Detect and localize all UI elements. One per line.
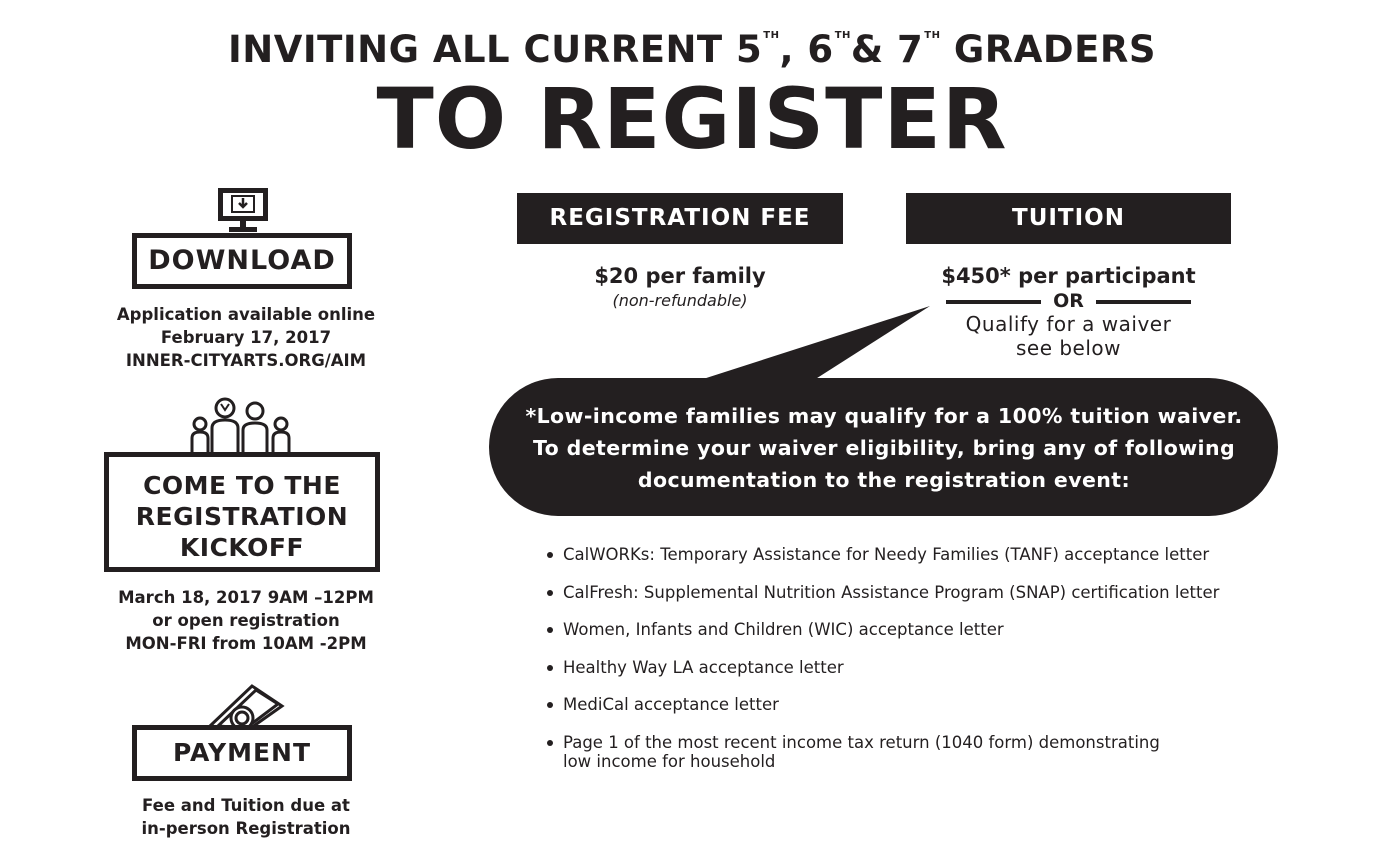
tuition-amount: $450* per participant — [941, 264, 1196, 288]
headline-text-part: , 6 — [779, 28, 834, 71]
bullet — [547, 665, 553, 671]
money-icon — [202, 682, 292, 730]
registration-fee-note: (non-refundable) — [612, 291, 748, 310]
payment-details — [96, 794, 396, 840]
bullet — [547, 590, 553, 596]
list-item — [545, 545, 1345, 564]
list-item — [545, 733, 1345, 771]
list-item-text: low income for household — [563, 751, 776, 771]
bubble-line: *Low-income families may qualify for a 100% tuition waiver. — [525, 404, 1243, 428]
bubble-line: To determine your waiver eligibility, bring any of following — [532, 436, 1236, 460]
waiver-line: Qualify for a waiver — [965, 312, 1172, 336]
bullet — [547, 552, 553, 558]
list-item-text: MediCal acceptance letter — [563, 695, 779, 714]
download-label: DOWNLOAD — [132, 233, 352, 289]
bullet — [547, 627, 553, 633]
kickoff-details — [96, 586, 396, 655]
download-url[interactable]: INNER-CITYARTS.ORG/AIM — [125, 351, 367, 370]
kickoff-hours: MON-FRI from 10AM -2PM — [125, 634, 367, 653]
payment-line: Fee and Tuition due at — [142, 796, 350, 815]
family-group-icon — [188, 396, 294, 454]
list-item-text: CalWORKs: Temporary Assistance for Needy Families (TANF) acceptance letter — [563, 545, 1210, 564]
kickoff-date: March 18, 2017 9AM –12PM — [118, 588, 374, 607]
list-item-text: Page 1 of the most recent income tax return (1040 form) demonstrating — [563, 732, 1160, 752]
download-line: Application available online — [116, 305, 376, 324]
ordinal-suffix: TH — [763, 30, 780, 41]
waiver-bubble-text — [498, 400, 1270, 496]
list-item-text: CalFresh: Supplemental Nutrition Assistance Program (SNAP) certification letter — [563, 582, 1220, 602]
kickoff-label — [104, 452, 380, 572]
waiver-line: see below — [1015, 336, 1122, 360]
kickoff-label-line: REGISTRATION — [135, 502, 349, 531]
headline-grades — [0, 28, 1384, 71]
page-title: TO REGISTER — [376, 70, 1008, 168]
computer-download-icon — [215, 186, 271, 234]
list-item-text: Healthy Way LA acceptance letter — [563, 657, 844, 677]
headline-text-part: & 7 — [850, 28, 924, 71]
list-item — [545, 658, 1345, 677]
list-item-text: Women, Infants and Children (WIC) acceptance letter — [563, 620, 1004, 639]
payment-line: in-person Registration — [141, 819, 351, 838]
tuition-header: TUITION — [906, 193, 1231, 244]
kickoff-label-line: COME TO THE — [143, 471, 341, 500]
documentation-list — [545, 545, 1345, 789]
list-item — [545, 695, 1345, 714]
ordinal-suffix: TH — [834, 30, 851, 41]
headline-text-part: INVITING ALL CURRENT 5 — [227, 28, 763, 71]
download-details — [96, 303, 396, 372]
bullet — [547, 702, 553, 708]
or-label: OR — [1053, 290, 1084, 312]
headline-text-part: GRADERS — [940, 28, 1157, 71]
download-date: February 17, 2017 — [160, 328, 332, 347]
list-item — [545, 620, 1345, 639]
registration-fee-amount: $20 per family — [594, 264, 766, 288]
bullet — [547, 740, 553, 746]
list-item — [545, 583, 1345, 602]
kickoff-label-line: KICKOFF — [179, 533, 305, 562]
bubble-line: documentation to the registration event: — [637, 468, 1131, 492]
payment-label: PAYMENT — [132, 725, 352, 781]
registration-fee-header: REGISTRATION FEE — [517, 193, 843, 244]
kickoff-line: or open registration — [152, 611, 340, 630]
ordinal-suffix: TH — [924, 30, 941, 41]
